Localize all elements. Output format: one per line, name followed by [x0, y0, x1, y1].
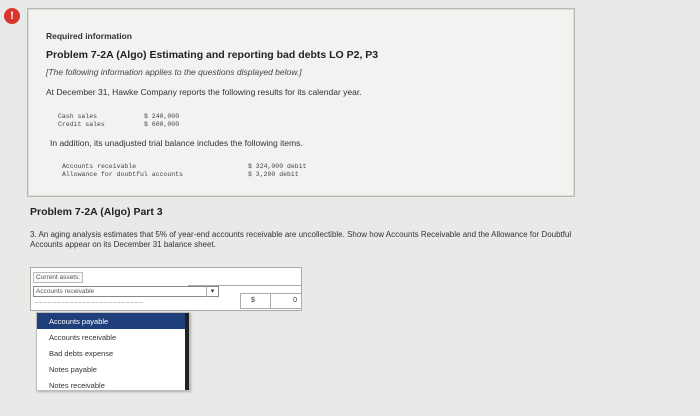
- dropdown-option[interactable]: Notes receivable: [49, 381, 105, 390]
- part-title: Problem 7-2A (Algo) Part 3: [30, 206, 163, 218]
- dropdown-option[interactable]: Notes payable: [49, 365, 97, 374]
- balance-label: Accounts receivable: [62, 163, 137, 170]
- dropdown-option[interactable]: Accounts payable: [37, 313, 189, 329]
- required-information-panel: [27, 8, 575, 197]
- dollar-sign: $: [240, 293, 272, 309]
- account-dropdown-list[interactable]: [36, 312, 190, 391]
- alert-icon: !: [4, 8, 20, 24]
- sales-row-cash: [58, 113, 179, 120]
- current-assets-label: Current assets:: [33, 272, 83, 283]
- balance-row-ar: [62, 163, 307, 170]
- obscured-row: ‒‒‒‒‒‒‒‒‒‒‒‒‒‒‒‒‒‒‒‒‒‒‒‒‒: [35, 300, 144, 306]
- question-text: 3. An aging analysis estimates that 5% of year-end accounts receivable are uncollectible. Show how Accounts Receivable and the Allowance for Doubtful Accounts appear on its December 31 balance sheet.: [30, 230, 572, 249]
- dropdown-option[interactable]: Accounts receivable: [49, 333, 117, 342]
- chevron-down-icon[interactable]: ▾: [206, 285, 218, 297]
- required-info-label: Required information: [46, 31, 132, 41]
- problem-title: Problem 7-2A (Algo) Estimating and reporting bad debts LO P2, P3: [46, 49, 379, 61]
- dropdown-scrollbar[interactable]: [185, 313, 189, 390]
- sales-value: $ 600,000: [144, 121, 180, 128]
- balance-value: $ 3,200 debit: [248, 171, 299, 178]
- account-select[interactable]: Accounts receivable: [33, 286, 219, 297]
- balance-value: $ 324,000 debit: [248, 163, 307, 170]
- sales-row-credit: [58, 121, 179, 128]
- applies-note: [The following information applies to the questions displayed below.]: [46, 67, 302, 77]
- balance-row-allowance: [62, 171, 299, 178]
- balance-label: Allowance for doubtful accounts: [62, 171, 183, 178]
- sales-label: Credit sales: [58, 121, 105, 128]
- dropdown-option[interactable]: Bad debts expense: [49, 349, 114, 358]
- trial-balance-text: In addition, its unadjusted trial balance includes the following items.: [50, 138, 303, 148]
- sales-label: Cash sales: [58, 113, 98, 120]
- amount-input[interactable]: 0: [270, 293, 302, 309]
- divider: [188, 285, 302, 286]
- sales-value: $ 240,000: [144, 113, 180, 120]
- intro-text: At December 31, Hawke Company reports the following results for its calendar year.: [46, 87, 362, 97]
